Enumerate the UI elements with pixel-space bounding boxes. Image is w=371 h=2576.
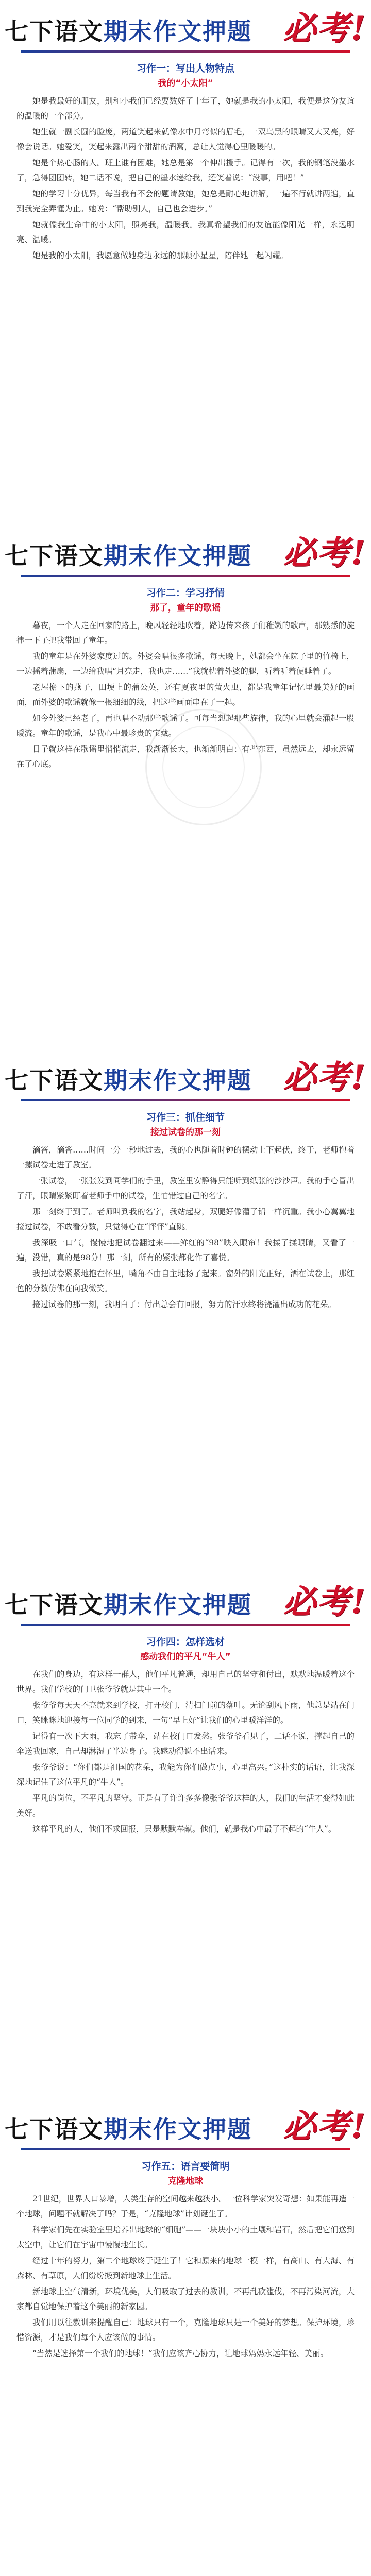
essay-paragraph: 21世纪，世界人口暴增，人类生存的空间越来越狭小。一位科学家突发奇想：如果能再造一个地球，问题不就解决了吗？于是，“克隆地球”计划诞生了。	[16, 2194, 355, 2218]
essay-paragraph: 老屋檐下的燕子，田埂上的蒲公英，还有夏夜里的萤火虫，都是我童年记忆里最美好的画面，而外婆的歌谣就像一根细细的线，把这些画面串在了一起。	[16, 683, 355, 707]
essay-paragraph: 科学家们先在实验室里培养出地球的“细胞”——一块块小小的土壤和岩石，然后把它们送到太空中，让它们在宇宙中慢慢地生长。	[16, 2225, 355, 2249]
headline-part3: 必考!	[282, 534, 367, 572]
essay-paragraph: 她是我最好的朋友，别和小我们已经要数好了十年了，她就是我的小太阳，我便是这份友谊的温暖的一个部分。	[16, 96, 355, 121]
headline-part1: 七下语文	[4, 1066, 104, 1094]
essay-title: 习作一：写出人物特点	[136, 63, 234, 74]
essay-paragraph: 她就像我生命中的小太阳，照亮我，温暖我。我真希望我们的友谊能像阳光一样，永远明亮、温暖。	[16, 220, 355, 244]
essay-title: 习作二：学习抒情	[146, 587, 225, 599]
section-banner	[0, 1049, 371, 1106]
essay-paragraph: 新地球上空气清新，环境优美，人们吸取了过去的教训，不再乱砍滥伐，不再污染河流，大家都自觉地保护着这个美丽的新家园。	[16, 2287, 355, 2311]
banner-divider	[21, 2148, 350, 2150]
essay-paragraph: 她的学习十分优异，每当我有不会的题请教她，她总是耐心地讲解，一遍不行就讲两遍，直到我完全弄懂为止。她说：“帮助别人，自己也会进步。”	[16, 189, 355, 213]
essay-paragraph: 暮夜，一个人走在回家的路上，晚风轻轻地吹着，路边传来孩子们稚嫩的歌声，那熟悉的旋律一下子把我带回了童年。	[16, 621, 355, 645]
essay-paragraph: 如今外婆已经老了，再也唱不动那些歌谣了。可每当想起那些旋律，我的心里就会涌起一股暖流。童年的歌谣，是我心中最珍贵的宝藏。	[16, 714, 355, 738]
banner-divider	[21, 50, 350, 53]
essay-title: 习作四：怎样选材	[146, 1636, 225, 1648]
essay-paragraph: 接过试卷的那一刻，我明白了：付出总会有回报，努力的汗水终将浇灌出成功的花朵。	[32, 1300, 336, 1309]
section-banner	[0, 1573, 371, 1630]
essay-subtitle: 感动我们的平凡“牛人”	[140, 1652, 231, 1662]
essay-paragraph: 经过十年的努力，第二个地球终于诞生了！它和原来的地球一模一样，有高山、有大海、有森林、有草原，人们纷纷搬到新地球上生活。	[16, 2256, 355, 2280]
essay-title: 习作三：抓住细节	[146, 1112, 225, 1123]
banner-headline	[0, 9, 371, 48]
headline-part1: 七下语文	[4, 18, 104, 45]
essay-subtitle: 那了，童年的歌谣	[150, 603, 221, 613]
essay-paragraph: 我把试卷紧紧地抱在怀里，嘴角不由自主地扬了起来。窗外的阳光正好，洒在试卷上，那红色的分数仿佛在向我微笑。	[16, 1269, 355, 1293]
section-banner	[0, 2098, 371, 2155]
banner-headline	[0, 1583, 371, 1621]
essay-section-5	[0, 2098, 371, 2576]
essay-article	[16, 61, 355, 509]
essay-paragraph: 张爷爷说：“你们都是祖国的花朵，我能为你们做点事，心里高兴。”这朴实的话语，让我深深地记住了这位平凡的“牛人”。	[16, 1762, 355, 1787]
headline-part3: 必考!	[282, 2107, 367, 2146]
section-banner	[0, 0, 371, 57]
headline-part1: 七下语文	[4, 542, 104, 570]
banner-divider	[21, 575, 350, 577]
essay-paragraph: “当然是选择第一个我们的地球！”我们应该齐心协力，让地球妈妈永远年轻、美丽。	[32, 2349, 328, 2358]
headline-part2: 期末作文押题	[103, 18, 252, 45]
headline-part2: 期末作文押题	[103, 2115, 252, 2143]
banner-divider	[21, 1624, 350, 1626]
essay-subtitle: 接过试卷的那一刻	[150, 1127, 221, 1138]
essay-section-4	[0, 1573, 371, 2089]
essay-section-1	[0, 0, 371, 515]
essay-paragraph: 滴答，滴答……时间一分一秒地过去，我的心也随着时钟的摆动上下起伏，终于，老师抱着一摞试卷走进了教室。	[16, 1145, 355, 1170]
essay-paragraph: 日子就这样在歌谣里悄悄流走，我渐渐长大，也渐渐明白：有些东西，虽然远去，却永远留在了心底。	[16, 744, 355, 769]
essay-article	[16, 1110, 355, 1558]
essay-paragraph: 这样平凡的人，他们不求回报，只是默默奉献。他们，就是我心中最了不起的“牛人”。	[32, 1824, 336, 1834]
essay-article	[16, 1634, 355, 2082]
essay-paragraph: 张爷爷每天天不亮就来到学校，打开校门，清扫门前的落叶。无论刮风下雨，他总是站在门口，笑眯眯地迎接每一位同学的到来，一句“早上好”让我们的心里暖洋洋的。	[16, 1701, 355, 1725]
essay-subtitle: 我的“小太阳”	[158, 78, 213, 89]
essay-paragraph: 我的童年是在外婆家度过的。外婆会唱很多歌谣，每天晚上，她都会坐在院子里的竹椅上，一边摇着蒲扇，一边给我唱“月亮走，我也走……”我就枕着外婆的腿，听着听着便睡着了。	[16, 652, 355, 676]
essay-article	[16, 2159, 355, 2576]
banner-headline	[0, 2107, 371, 2146]
essay-paragraph: 在我们的身边，有这样一群人，他们平凡普通，却用自己的坚守和付出，默默地温暖着这个世界。我们学校的门卫张爷爷就是其中一个。	[16, 1670, 355, 1694]
section-banner	[0, 524, 371, 581]
headline-part3: 必考!	[282, 1583, 367, 1621]
banner-headline	[0, 1058, 371, 1097]
banner-divider	[21, 1099, 350, 1101]
headline-part1: 七下语文	[4, 1591, 104, 1619]
essay-paragraph: 那一刻终于到了。老师叫到我的名字，我站起身，双腿好像灌了铅一样沉重。我小心翼翼地接过试卷，不敢看分数，只觉得心在“怦怦”直跳。	[16, 1207, 355, 1231]
essay-paragraph: 平凡的岗位，不平凡的坚守。正是有了许许多多像张爷爷这样的人，我们的生活才变得如此美好。	[16, 1793, 355, 1818]
essay-subtitle: 克隆地球	[168, 2176, 203, 2187]
essay-paragraph: 她是个热心肠的人。班上谁有困难，她总是第一个伸出援手。记得有一次，我的钢笔没墨水了，急得团团转，她二话不说，把自己的墨水递给我，还笑着说：“没事，用吧！”	[16, 158, 355, 182]
essay-paragraph: 她是我的小太阳，我愿意做她身边永远的那颗小星星，陪伴她一起闪耀。	[32, 251, 289, 260]
banner-headline	[0, 534, 371, 572]
essay-paragraph: 记得有一次下大雨，我忘了带伞，站在校门口发愁。张爷爷看见了，二话不说，撑起自己的伞送我回家，自己却淋湿了半边身子。我感动得说不出话来。	[16, 1732, 355, 1756]
essay-paragraph: 她生就一副长圆的脸庞，两道笑起来就像水中月弯似的眉毛，一双乌黑的眼睛又大又亮，好像会说话。她爱笑，笑起来露出两个甜甜的酒窝，总让人觉得心里暖暖的。	[16, 127, 355, 151]
essay-section-3	[0, 1049, 371, 1564]
essay-title: 习作五：语言要简明	[141, 2161, 230, 2172]
headline-part3: 必考!	[282, 9, 367, 48]
headline-part2: 期末作文押题	[103, 542, 252, 570]
essay-paragraph: 一张试卷，一张张发到同学们的手里，教室里安静得只能听到纸张的沙沙声。我的手心冒出了汗，眼睛紧紧盯着老师手中的试卷，生怕错过自己的名字。	[16, 1176, 355, 1200]
essay-paragraph: 我们用以往教训来提醒自己：地球只有一个，克隆地球只是一个美好的梦想。保护环境，珍惜资源，才是我们每个人应该做的事情。	[16, 2318, 355, 2342]
headline-part2: 期末作文押题	[103, 1591, 252, 1619]
essay-article	[16, 585, 355, 1033]
essay-paragraph: 我深吸一口气，慢慢地把试卷翻过来——鲜红的“98”映入眼帘！我揉了揉眼睛，又看了一遍，没错，真的是98分！那一刻，所有的紧张都化作了喜悦。	[16, 1238, 355, 1262]
headline-part1: 七下语文	[4, 2115, 104, 2143]
headline-part2: 期末作文押题	[103, 1066, 252, 1094]
essay-section-2	[0, 524, 371, 1040]
headline-part3: 必考!	[282, 1058, 367, 1097]
